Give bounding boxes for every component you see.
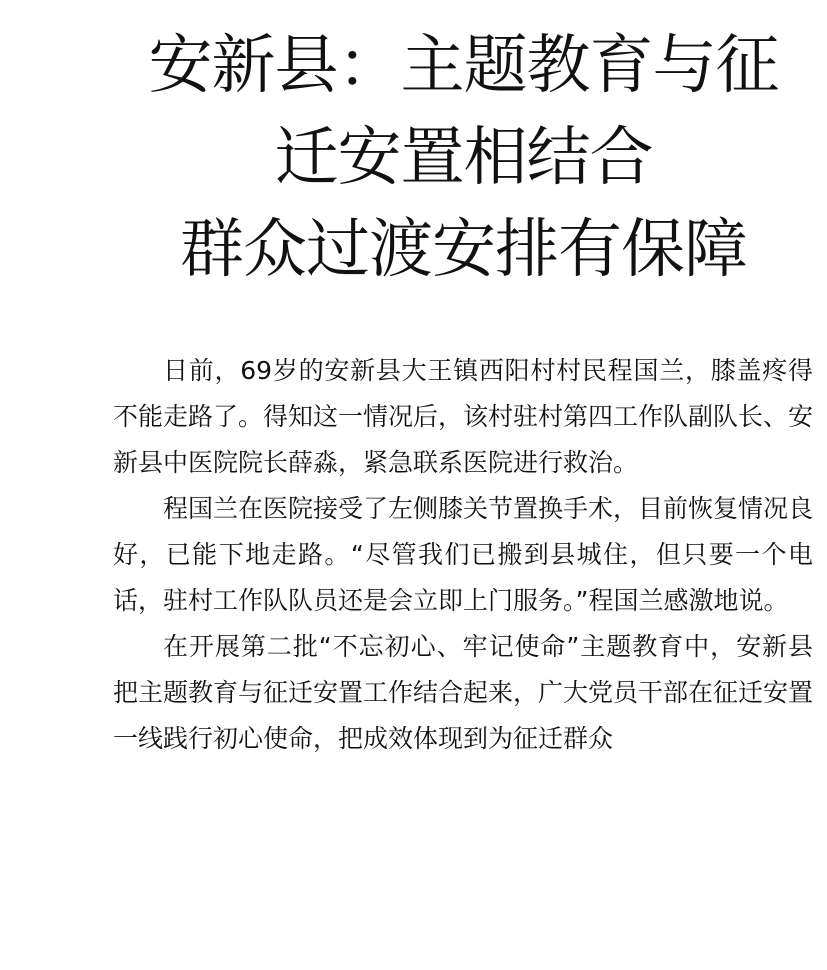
headline-line: 迁安置相结合: [274, 121, 653, 195]
paragraph: 在开展第二批“不忘初心、牢记使命”主题教育中，安新县把主题教育与征迁安置工作结合起来，广大党员干部在征迁安置一线践行初心使命，把成效体现到为征迁群众: [113, 632, 814, 753]
article-body: [113, 348, 813, 762]
paragraph: 日前，69岁的安新县大王镇西阳村村民程国兰，膝盖疼得不能走路了。得知这一情况后，该村驻村第四工作队副队长、安新县中医院院长薛淼，紧急联系医院进行救治。: [113, 356, 814, 477]
paragraph: 程国兰在医院接受了左侧膝关节置换手术，目前恢复情况良好，已能下地走路。“尽管我们已搬到县城住，但只要一个电话，驻村工作队队员还是会立即上门服务。”程国兰感激地说。: [113, 494, 814, 615]
headline: [100, 20, 827, 296]
headline-line: 群众过渡安排有保障: [180, 213, 747, 287]
headline-line: 安新县：主题教育与征: [148, 29, 779, 103]
